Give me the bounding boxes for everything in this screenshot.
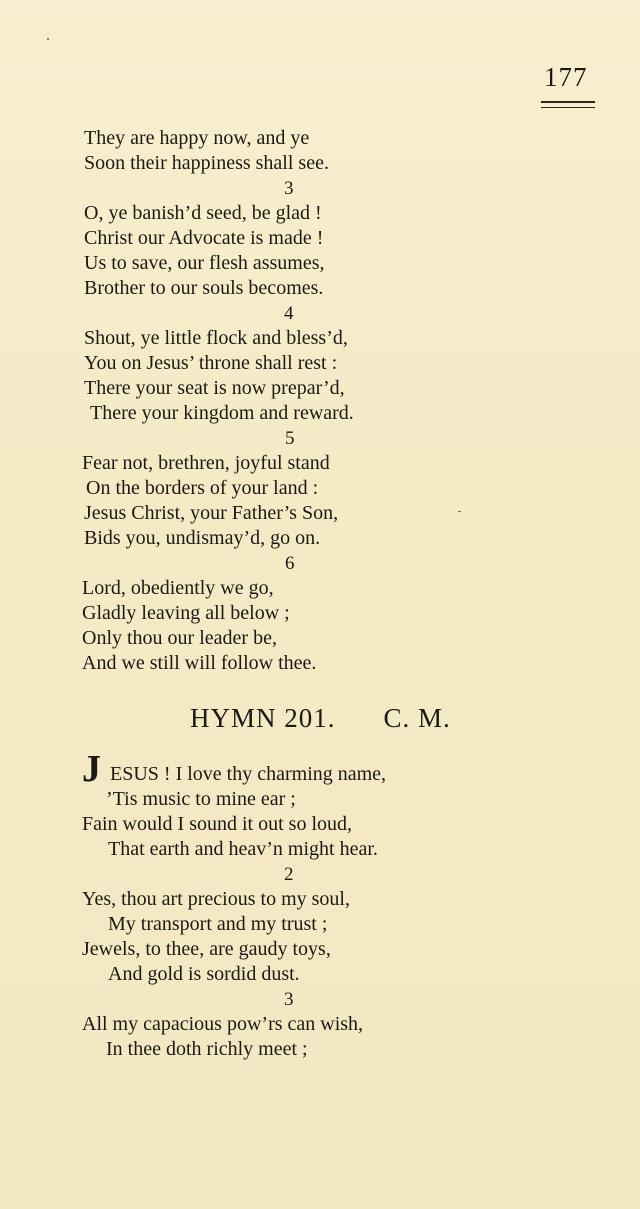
verse-line: Lord, obediently we go,	[82, 577, 274, 599]
header-rule-thin	[541, 107, 595, 108]
verse-line: They are happy now, and ye	[84, 127, 310, 149]
verse-line: There your kingdom and reward.	[90, 402, 354, 424]
verse-line: On the borders of your land :	[86, 477, 319, 499]
verse-line: In thee doth richly meet ;	[106, 1038, 308, 1060]
stanza-number: 5	[285, 428, 295, 449]
verse-line: Brother to our souls becomes.	[84, 277, 324, 299]
stanza-number: 6	[285, 553, 295, 574]
verse-line: You on Jesus’ throne shall rest :	[84, 352, 338, 374]
paper-speck	[458, 511, 461, 512]
verse-line: Gladly leaving all below ;	[82, 602, 290, 624]
verse-line: ESUS ! I love thy charming name,	[110, 763, 387, 785]
drop-cap: J	[82, 748, 101, 790]
paper-speck	[47, 38, 49, 40]
verse-line: All my capacious pow’rs can wish,	[82, 1013, 364, 1035]
hymn-meter: C. M.	[383, 703, 451, 733]
hymn-title	[190, 703, 451, 734]
verse-line: Shout, ye little flock and bless’d,	[84, 327, 348, 349]
verse-line: Only thou our leader be,	[82, 627, 277, 649]
verse-line: Jewels, to thee, are gaudy toys,	[82, 938, 331, 960]
verse-line: And we still will follow thee.	[82, 652, 317, 674]
verse-line: Fear not, brethren, joyful stand	[82, 452, 330, 474]
verse-line: ’Tis music to mine ear ;	[106, 788, 296, 810]
stanza-number: 4	[284, 303, 294, 324]
verse-line: My transport and my trust ;	[108, 913, 328, 935]
verse-line: Bids you, undismay’d, go on.	[84, 527, 321, 549]
verse-line: Jesus Christ, your Father’s Son,	[84, 502, 339, 524]
verse-line: Us to save, our flesh assumes,	[84, 252, 325, 274]
verse-line: That earth and heav’n might hear.	[108, 838, 378, 860]
stanza-number: 3	[284, 178, 294, 199]
verse-line: There your seat is now prepar’d,	[84, 377, 345, 399]
stanza-number: 2	[284, 864, 294, 885]
verse-line: Christ our Advocate is made !	[84, 227, 324, 249]
verse-line: Soon their happiness shall see.	[84, 152, 329, 174]
stanza-number: 3	[284, 989, 294, 1010]
verse-line: And gold is sordid dust.	[108, 963, 300, 985]
verse-line: Fain would I sound it out so loud,	[82, 813, 353, 835]
verse-line: O, ye banish’d seed, be glad !	[84, 202, 322, 224]
verse-line: Yes, thou art precious to my soul,	[82, 888, 350, 910]
header-rule	[541, 101, 595, 103]
page-number: 177	[544, 62, 588, 92]
hymn-number: HYMN 201.	[190, 703, 336, 733]
